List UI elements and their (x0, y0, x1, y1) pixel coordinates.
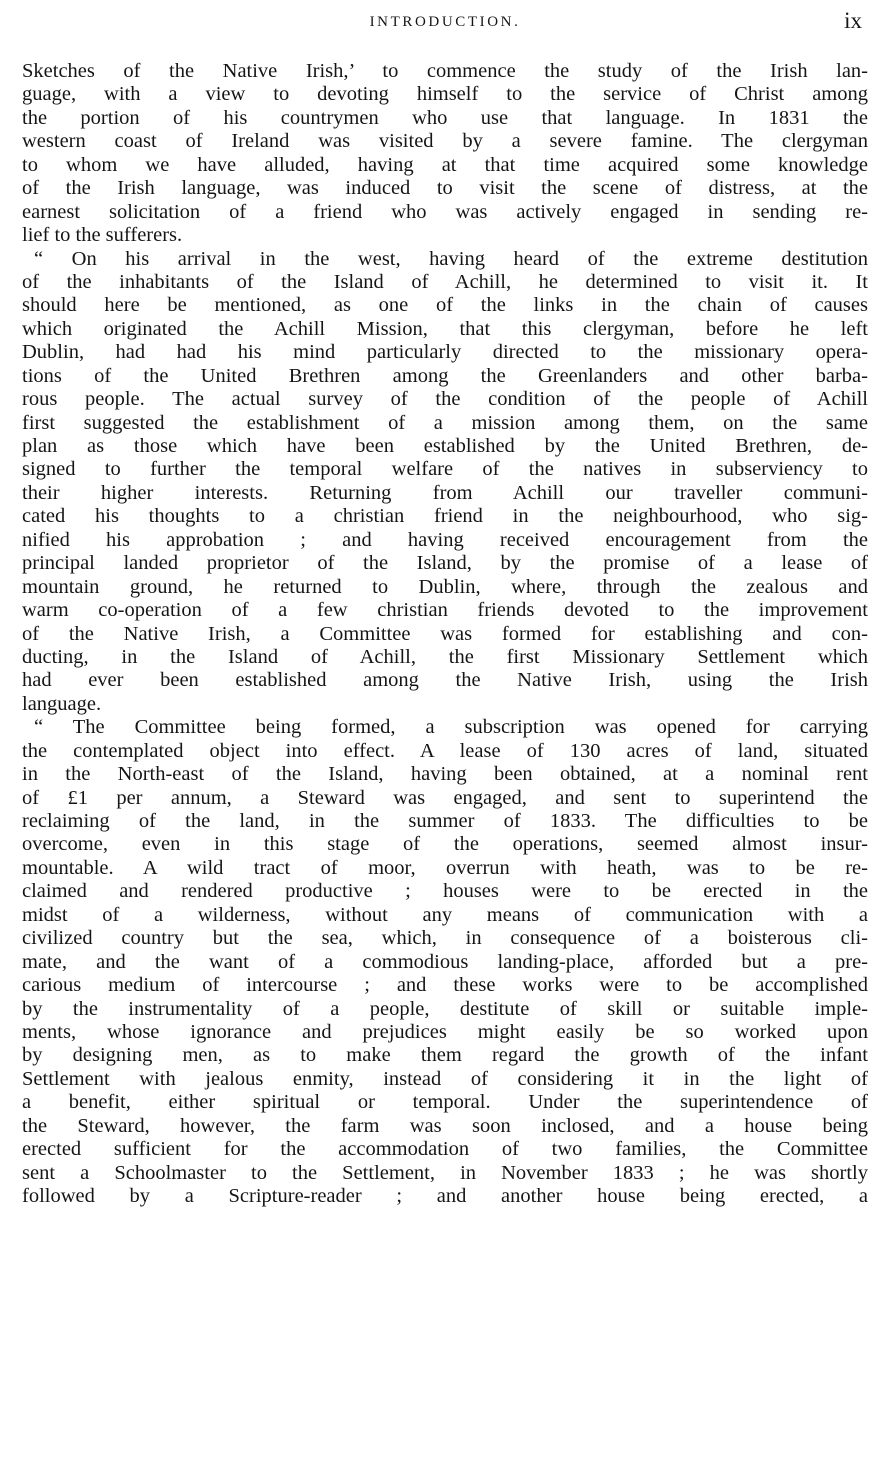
text-line: should here be mentioned, as one of the links in the chain of causes (22, 294, 868, 317)
running-head (22, 10, 868, 42)
text-line: lief to the sufferers. (22, 224, 183, 247)
text-line: principal landed proprietor of the Island, by the promise of a lease of (22, 552, 868, 575)
text-line: reclaiming of the land, in the summer of 1833. The difficulties to be (22, 810, 868, 832)
text-line: ments, whose ignorance and prejudices might easily be so worked upon (22, 1020, 868, 1043)
page-number: ix (844, 8, 862, 33)
text-line: overcome, even in this stage of the operations, seemed almost insur- (22, 833, 868, 856)
text-line: tions of the United Brethren among the Greenlanders and other barba- (22, 364, 868, 387)
text-line: a benefit, either spiritual or temporal. Under the superintendence of (22, 1091, 868, 1114)
text-line: nified his approbation ; and having received encouragement from the (22, 528, 868, 551)
text-line: first suggested the establishment of a mission among them, on the same (22, 411, 868, 434)
text-line: “ The Committee being formed, a subscription was opened for carrying (34, 716, 868, 739)
text-line: civilized country but the sea, which, in consequence of a boisterous cli- (22, 927, 868, 950)
text-line: carious medium of intercourse ; and these works were to be accomplished (22, 974, 868, 997)
text-line: western coast of Ireland was visited by a severe famine. The clergyman (22, 130, 868, 153)
text-line: by the instrumentality of a people, destitute of skill or suitable imple- (22, 997, 868, 1020)
text-line: plan as those which have been established by the United Brethren, de- (22, 435, 868, 457)
text-line: mountable. A wild tract of moor, overrun with heath, was to be re- (22, 856, 868, 879)
text-line: which originated the Achill Mission, that this clergyman, before he left (22, 317, 868, 340)
text-line: by designing men, as to make them regard the growth of the infant (22, 1044, 868, 1067)
text-line: Sketches of the Native Irish,’ to commence the study of the Irish lan- (22, 60, 868, 82)
text-line: rous people. The actual survey of the condition of the people of Achill (22, 388, 868, 411)
text-line: ducting, in the Island of Achill, the first Missionary Settlement which (22, 645, 868, 668)
text-line: claimed and rendered productive ; houses were to be erected in the (22, 880, 868, 903)
text-line: cated his thoughts to a christian friend in the neighbourhood, who sig- (22, 505, 868, 528)
text-line: in the North-east of the Island, having been obtained, at a nominal rent (22, 763, 868, 786)
text-line: erected sufficient for the accommodation of two families, the Committee (22, 1138, 868, 1161)
text-line: guage, with a view to devoting himself to the service of Christ among (22, 83, 868, 106)
text-line: “ On his arrival in the west, having heard of the extreme destitution (34, 247, 868, 270)
text-line: sent a Schoolmaster to the Settlement, in November 1833 ; he was shortly (22, 1161, 868, 1184)
running-title: INTRODUCTION. (369, 14, 521, 30)
text-line: the Steward, however, the farm was soon inclosed, and a house being (22, 1114, 868, 1137)
text-line: followed by a Scripture-reader ; and another house being erected, a (22, 1185, 868, 1207)
text-line: to whom we have alluded, having at that time acquired some knowledge (22, 153, 868, 176)
text-line: Dublin, had had his mind particularly directed to the missionary opera- (22, 341, 868, 364)
text-line: midst of a wilderness, without any means of communication with a (22, 903, 868, 926)
text-line: their higher interests. Returning from Achill our traveller communi- (22, 481, 868, 504)
text-line: language. (22, 692, 102, 715)
text-line: warm co-operation of a few christian friends devoted to the improvement (22, 599, 868, 622)
text-line: the portion of his countrymen who use that language. In 1831 the (22, 106, 868, 129)
text-line: of the inhabitants of the Island of Achill, he determined to visit it. It (22, 270, 868, 293)
body-text (22, 60, 868, 1208)
text-line: mate, and the want of a commodious landing-place, afforded but a pre- (22, 950, 868, 973)
text-line: of the Irish language, was induced to visit the scene of distress, at the (22, 177, 868, 200)
text-line: had ever been established among the Native Irish, using the Irish (22, 669, 868, 692)
text-line: mountain ground, he returned to Dublin, where, through the zealous and (22, 575, 868, 598)
text-line: Settlement with jealous enmity, instead of considering it in the light of (22, 1067, 868, 1090)
text-line: of £1 per annum, a Steward was engaged, and sent to superintend the (22, 786, 868, 809)
text-line: the contemplated object into effect. A lease of 130 acres of land, situated (22, 739, 868, 762)
text-line: of the Native Irish, a Committee was formed for establishing and con- (22, 622, 868, 645)
text-line: signed to further the temporal welfare of the natives in subserviency to (22, 458, 868, 481)
text-line: earnest solicitation of a friend who was actively engaged in sending re- (22, 200, 868, 223)
